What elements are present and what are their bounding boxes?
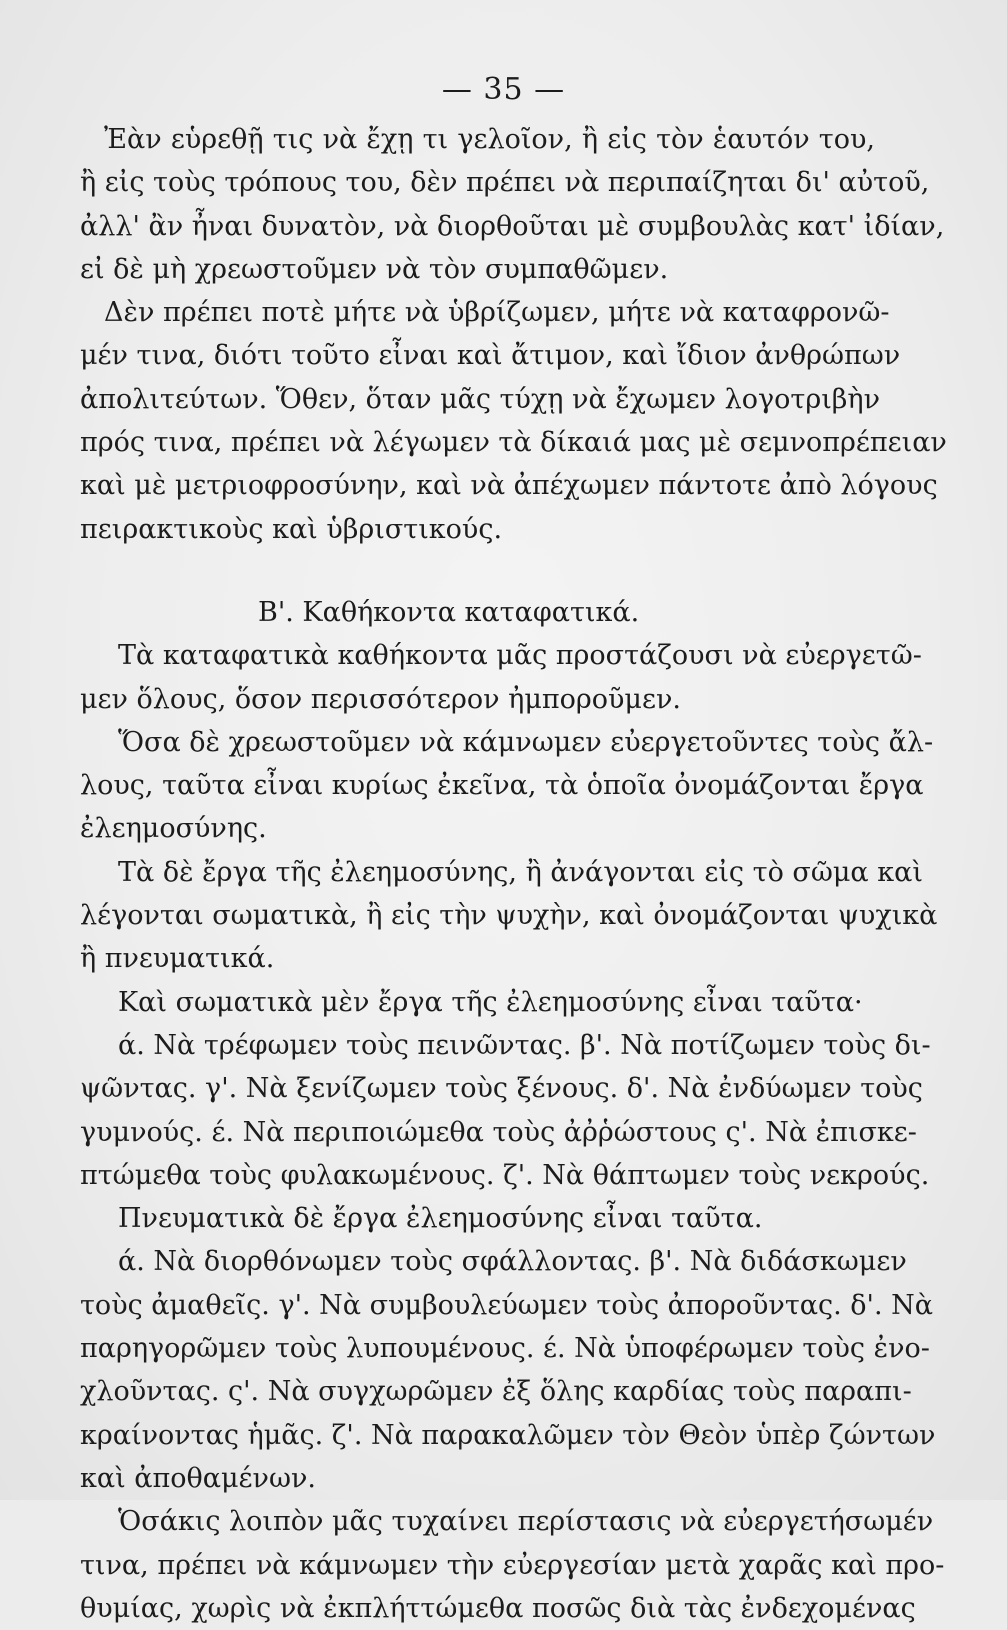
text-line: Καὶ σωματικὰ μὲν ἔργα τῆς ἐλεημοσύνης εἶναι ταῦτα· [118,986,863,1018]
text-line: μεν ὅλους, ὅσον περισσότερον ἠμποροῦμεν. [80,683,681,715]
text-line: ά. Νὰ τρέφωμεν τοὺς πεινῶντας. β'. Νὰ ποτίζωμεν τοὺς δι- [118,1029,931,1061]
page-number-header: — 35 — [441,72,566,107]
text-line: ἀλλ' ἂν ἦναι δυνατὸν, νὰ διορθοῦται μὲ συμβουλὰς κατ' ἰδίαν, [80,210,945,242]
text-line: ἀπολιτεύτων. Ὅθεν, ὅταν μᾶς τύχῃ νὰ ἔχωμεν λογοτριβὴν [80,383,881,415]
text-line: Δὲν πρέπει ποτὲ μήτε νὰ ὑβρίζωμεν, μήτε νὰ καταφρονῶ- [104,297,890,329]
text-line: εἰ δὲ μὴ χρεωστοῦμεν νὰ τὸν συμπαθῶμεν. [80,253,669,285]
page-body [80,118,947,1630]
text-line: λέγονται σωματικὰ, ἢ εἰς τὴν ψυχὴν, καὶ ὀνομάζονται ψυχικὰ [80,900,938,932]
text-line: κραίνοντας ἡμᾶς. ζ'. Νὰ παρακαλῶμεν τὸν Θεὸν ὑπὲρ ζώντων [80,1419,936,1451]
text-line: ἐλεημοσύνης. [80,813,267,845]
section-gap [80,551,875,591]
text-line: μέν τινα, διότι τοῦτο εἶναι καὶ ἄτιμον, καὶ ἴδιον ἀνθρώπων [80,340,901,372]
text-line: θυμίας, χωρὶς νὰ ἐκπλήττώμεθα ποσῶς διὰ τὰς ἐνδεχομένας [80,1592,916,1624]
text-line: τοὺς ἀμαθεῖς. γ'. Νὰ συμβουλεύωμεν τοὺς ἀποροῦντας. δ'. Νὰ [80,1289,933,1321]
text-line: Πνευματικὰ δὲ ἔργα ἐλεημοσύνης εἶναι ταῦτα. [118,1203,763,1235]
text-line: πρός τινα, πρέπει νὰ λέγωμεν τὰ δίκαιά μας μὲ σεμνοπρέπειαν [80,427,947,459]
text-line: Ὁσάκις λοιπὸν μᾶς τυχαίνει περίστασις νὰ εὐεργετήσωμέν [118,1506,934,1538]
text-line: ά. Νὰ διορθόνωμεν τοὺς σφάλλοντας. β'. Νὰ διδάσκωμεν [118,1246,907,1278]
text-line: καὶ μὲ μετριοφροσύνην, καὶ νὰ ἀπέχωμεν πάντοτε ἀπὸ λόγους [80,470,938,502]
text-line: πειρακτικοὺς καὶ ὑβριστικούς. [80,513,503,545]
text-line: Ἐὰν εὑρεθῇ τις νὰ ἔχῃ τι γελοῖον, ἢ εἰς τὸν ἑαυτόν του, [104,124,875,155]
text-line: ψῶντας. γ'. Νὰ ξενίζωμεν τοὺς ξένους. δ'. Νὰ ἐνδύωμεν τοὺς [80,1073,923,1105]
text-line: λους, ταῦτα εἶναι κυρίως ἐκεῖνα, τὰ ὁποῖα ὀνομάζονται ἔργα [80,770,924,802]
text-line: παρηγορῶμεν τοὺς λυπουμένους. έ. Νὰ ὑποφέρωμεν τοὺς ἐνο- [80,1333,930,1365]
text-line: Τὰ δὲ ἔργα τῆς ἐλεημοσύνης, ἢ ἀνάγονται εἰς τὸ σῶμα καὶ [118,856,923,888]
text-line: πτώμεθα τοὺς φυλακωμένους. ζ'. Νὰ θάπτωμεν τοὺς νεκρούς. [80,1159,930,1191]
text-line: καὶ ἀποθαμένων. [80,1462,316,1494]
text-line: ἢ εἰς τοὺς τρόπους του, δὲν πρέπει νὰ περιπαίζηται δι' αὐτοῦ, [80,167,930,199]
text-line: Τὰ καταφατικὰ καθήκοντα μᾶς προστάζουσι νὰ εὐεργετῶ- [118,640,922,672]
text-line: ἢ πνευματικά. [80,943,275,975]
section-heading: Β'. Καθήκοντα καταφατικά. [258,596,640,628]
text-line: γυμνούς. έ. Νὰ περιποιώμεθα τοὺς ἀῤῥώστους ς'. Νὰ ἐπισκε- [80,1116,917,1148]
text-line: τινα, πρέπει νὰ κάμνωμεν τὴν εὐεργεσίαν μετὰ χαρᾶς καὶ προ- [80,1549,945,1581]
text-line: Ὅσα δὲ χρεωστοῦμεν νὰ κάμνωμεν εὐεργετοῦντες τοὺς ἄλ- [118,726,934,758]
text-line: χλοῦντας. ς'. Νὰ συγχωρῶμεν ἐξ ὅλης καρδίας τοὺς παραπι- [80,1376,912,1408]
